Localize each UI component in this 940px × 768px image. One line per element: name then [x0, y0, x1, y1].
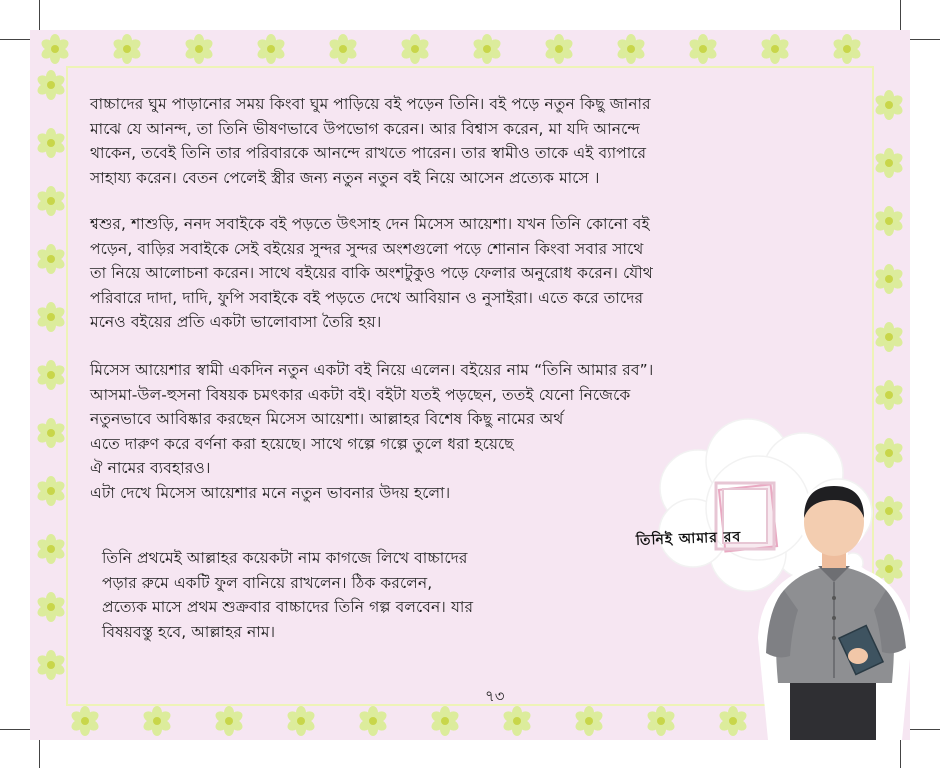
- text-line: মনেও বইয়ের প্রতি একটা ভালোবাসা তৈরি হয়।: [90, 313, 382, 331]
- text-line: নতুনভাবে আবিষ্কার করছেন মিসেস আয়েশা। আল্লাহর বিশেষ কিছু নামের অর্থ: [90, 410, 564, 428]
- text-line: থাকেন, তবেই তিনি তার পরিবারকে আনন্দে রাখতে পারেন। তার স্বামীও তাকে এই ব্যাপারে: [90, 144, 647, 162]
- crop-mark: [900, 740, 901, 768]
- flower-icon: [874, 322, 904, 352]
- flower-icon: [36, 302, 66, 332]
- flower-icon: [214, 706, 244, 736]
- flower-icon: [36, 650, 66, 680]
- flower-icon: [142, 706, 172, 736]
- text-line: পরিবারে দাদা, দাদি, ফুপি সবাইকে বই পড়তে দেখে আবিয়ান ও নুসাইরা। এতে করে তাদের: [90, 288, 644, 307]
- flower-icon: [36, 476, 66, 506]
- text-line: তিনি প্রথমেই আল্লাহর কয়েকটা নাম কাগজে লিখে বাচ্চাদের: [102, 549, 468, 567]
- flower-icon: [688, 34, 718, 64]
- text-line: এতে দারুণ করে বর্ণনা করা হয়েছে। সাথে গল্পে গল্পে তুলে ধরা হয়েছে: [90, 434, 514, 453]
- flower-icon: [718, 706, 748, 736]
- text-line: আসমা-উল-হুসনা বিষয়ক চমৎকার একটা বই। বইটা যতই পড়ছেন, ততই যেনো নিজেকে: [90, 385, 631, 404]
- page-number: ৭৩: [485, 687, 505, 705]
- book-title-label: তিনিই আমার রব: [635, 529, 742, 549]
- text-line: বিষয়বস্তু হবে, আল্লাহর নাম।: [102, 622, 276, 641]
- flower-icon: [70, 706, 100, 736]
- text-line: তা নিয়ে আলোচনা করেন। সাথে বইয়ের বাকি অংশটুকুও পড়ে ফেলার অনুরোধ করেন। যৌথ: [90, 264, 653, 282]
- flower-icon: [874, 264, 904, 294]
- flower-icon: [36, 592, 66, 622]
- flower-icon: [874, 90, 904, 120]
- flower-icon: [36, 418, 66, 448]
- flower-icon: [502, 706, 532, 736]
- flower-icon: [544, 34, 574, 64]
- flower-icon: [256, 34, 286, 64]
- flower-icon: [358, 706, 388, 736]
- flower-icon: [328, 34, 358, 64]
- flower-icon: [36, 244, 66, 274]
- flower-icon: [286, 706, 316, 736]
- text-line: সাহায্য করেন। বেতন পেলেই স্ত্রীর জন্য নতুন নতুন বই নিয়ে আসেন প্রত্যেক মাসে ।: [90, 168, 600, 187]
- flower-icon: [874, 380, 904, 410]
- text-line: পড়েন, বাড়ির সবাইকে সেই বইয়ের সুন্দর সুন্দর অংশগুলো পড়ে শোনান কিংবা সবার সাথে: [90, 239, 644, 258]
- flower-icon: [616, 34, 646, 64]
- text-line: মিসেস আয়েশার স্বামী একদিন নতুন একটা বই নিয়ে এলেন। বইয়ের নাম “তিনি আমার রব”।: [90, 361, 654, 379]
- text-line: বাচ্চাদের ঘুম পাড়ানোর সময় কিংবা ঘুম পাড়িয়ে বই পড়েন তিনি। বই পড়ে নতুন কিছু জানার: [90, 95, 651, 113]
- flower-icon: [472, 34, 502, 64]
- flower-icon: [36, 70, 66, 100]
- paragraph-1: [90, 92, 850, 190]
- text-line: শ্বশুর, শাশুড়ি, ননদ সবাইকে বই পড়তে উৎসাহ দেন মিসেস আয়েশা। যখন তিনি কোনো বই: [90, 215, 650, 233]
- flower-icon: [36, 360, 66, 390]
- flower-icon: [874, 206, 904, 236]
- flower-icon: [430, 706, 460, 736]
- paragraph-4: [102, 546, 622, 644]
- text-line: প্রত্যেক মাসে প্রথম শুক্রবার বাচ্চাদের তিনি গল্প বলবেন। যার: [102, 598, 474, 616]
- flower-icon: [36, 186, 66, 216]
- flower-icon: [36, 128, 66, 158]
- crop-mark: [0, 729, 30, 730]
- book-page: [30, 30, 910, 740]
- flower-icon: [874, 148, 904, 178]
- text-line: মাঝে যে আনন্দ, তা তিনি ভীষণভাবে উপভোগ করেন। আর বিশ্বাস করেন, মা যদি আনন্দে: [90, 119, 640, 138]
- flower-icon: [646, 706, 676, 736]
- text-line: পড়ার রুমে একটি ফুল বানিয়ে রাখলেন। ঠিক করলেন,: [102, 573, 433, 592]
- crop-mark: [39, 0, 40, 30]
- flower-icon: [184, 34, 214, 64]
- text-line: এটা দেখে মিসেস আয়েশার মনে নতুন ভাবনার উদয় হলো।: [90, 483, 451, 502]
- crop-mark: [39, 740, 40, 768]
- flower-icon: [574, 706, 604, 736]
- flower-icon: [36, 534, 66, 564]
- man-illustration: [748, 478, 920, 740]
- flower-icon: [40, 34, 70, 64]
- paragraph-2: [90, 212, 850, 335]
- flower-icon: [400, 34, 430, 64]
- flower-icon: [832, 34, 862, 64]
- crop-mark: [910, 39, 940, 40]
- crop-mark: [900, 0, 901, 30]
- flower-icon: [760, 34, 790, 64]
- crop-mark: [0, 39, 30, 40]
- flower-icon: [112, 34, 142, 64]
- text-line: ঐ নামের ব্যবহারও।: [90, 459, 211, 477]
